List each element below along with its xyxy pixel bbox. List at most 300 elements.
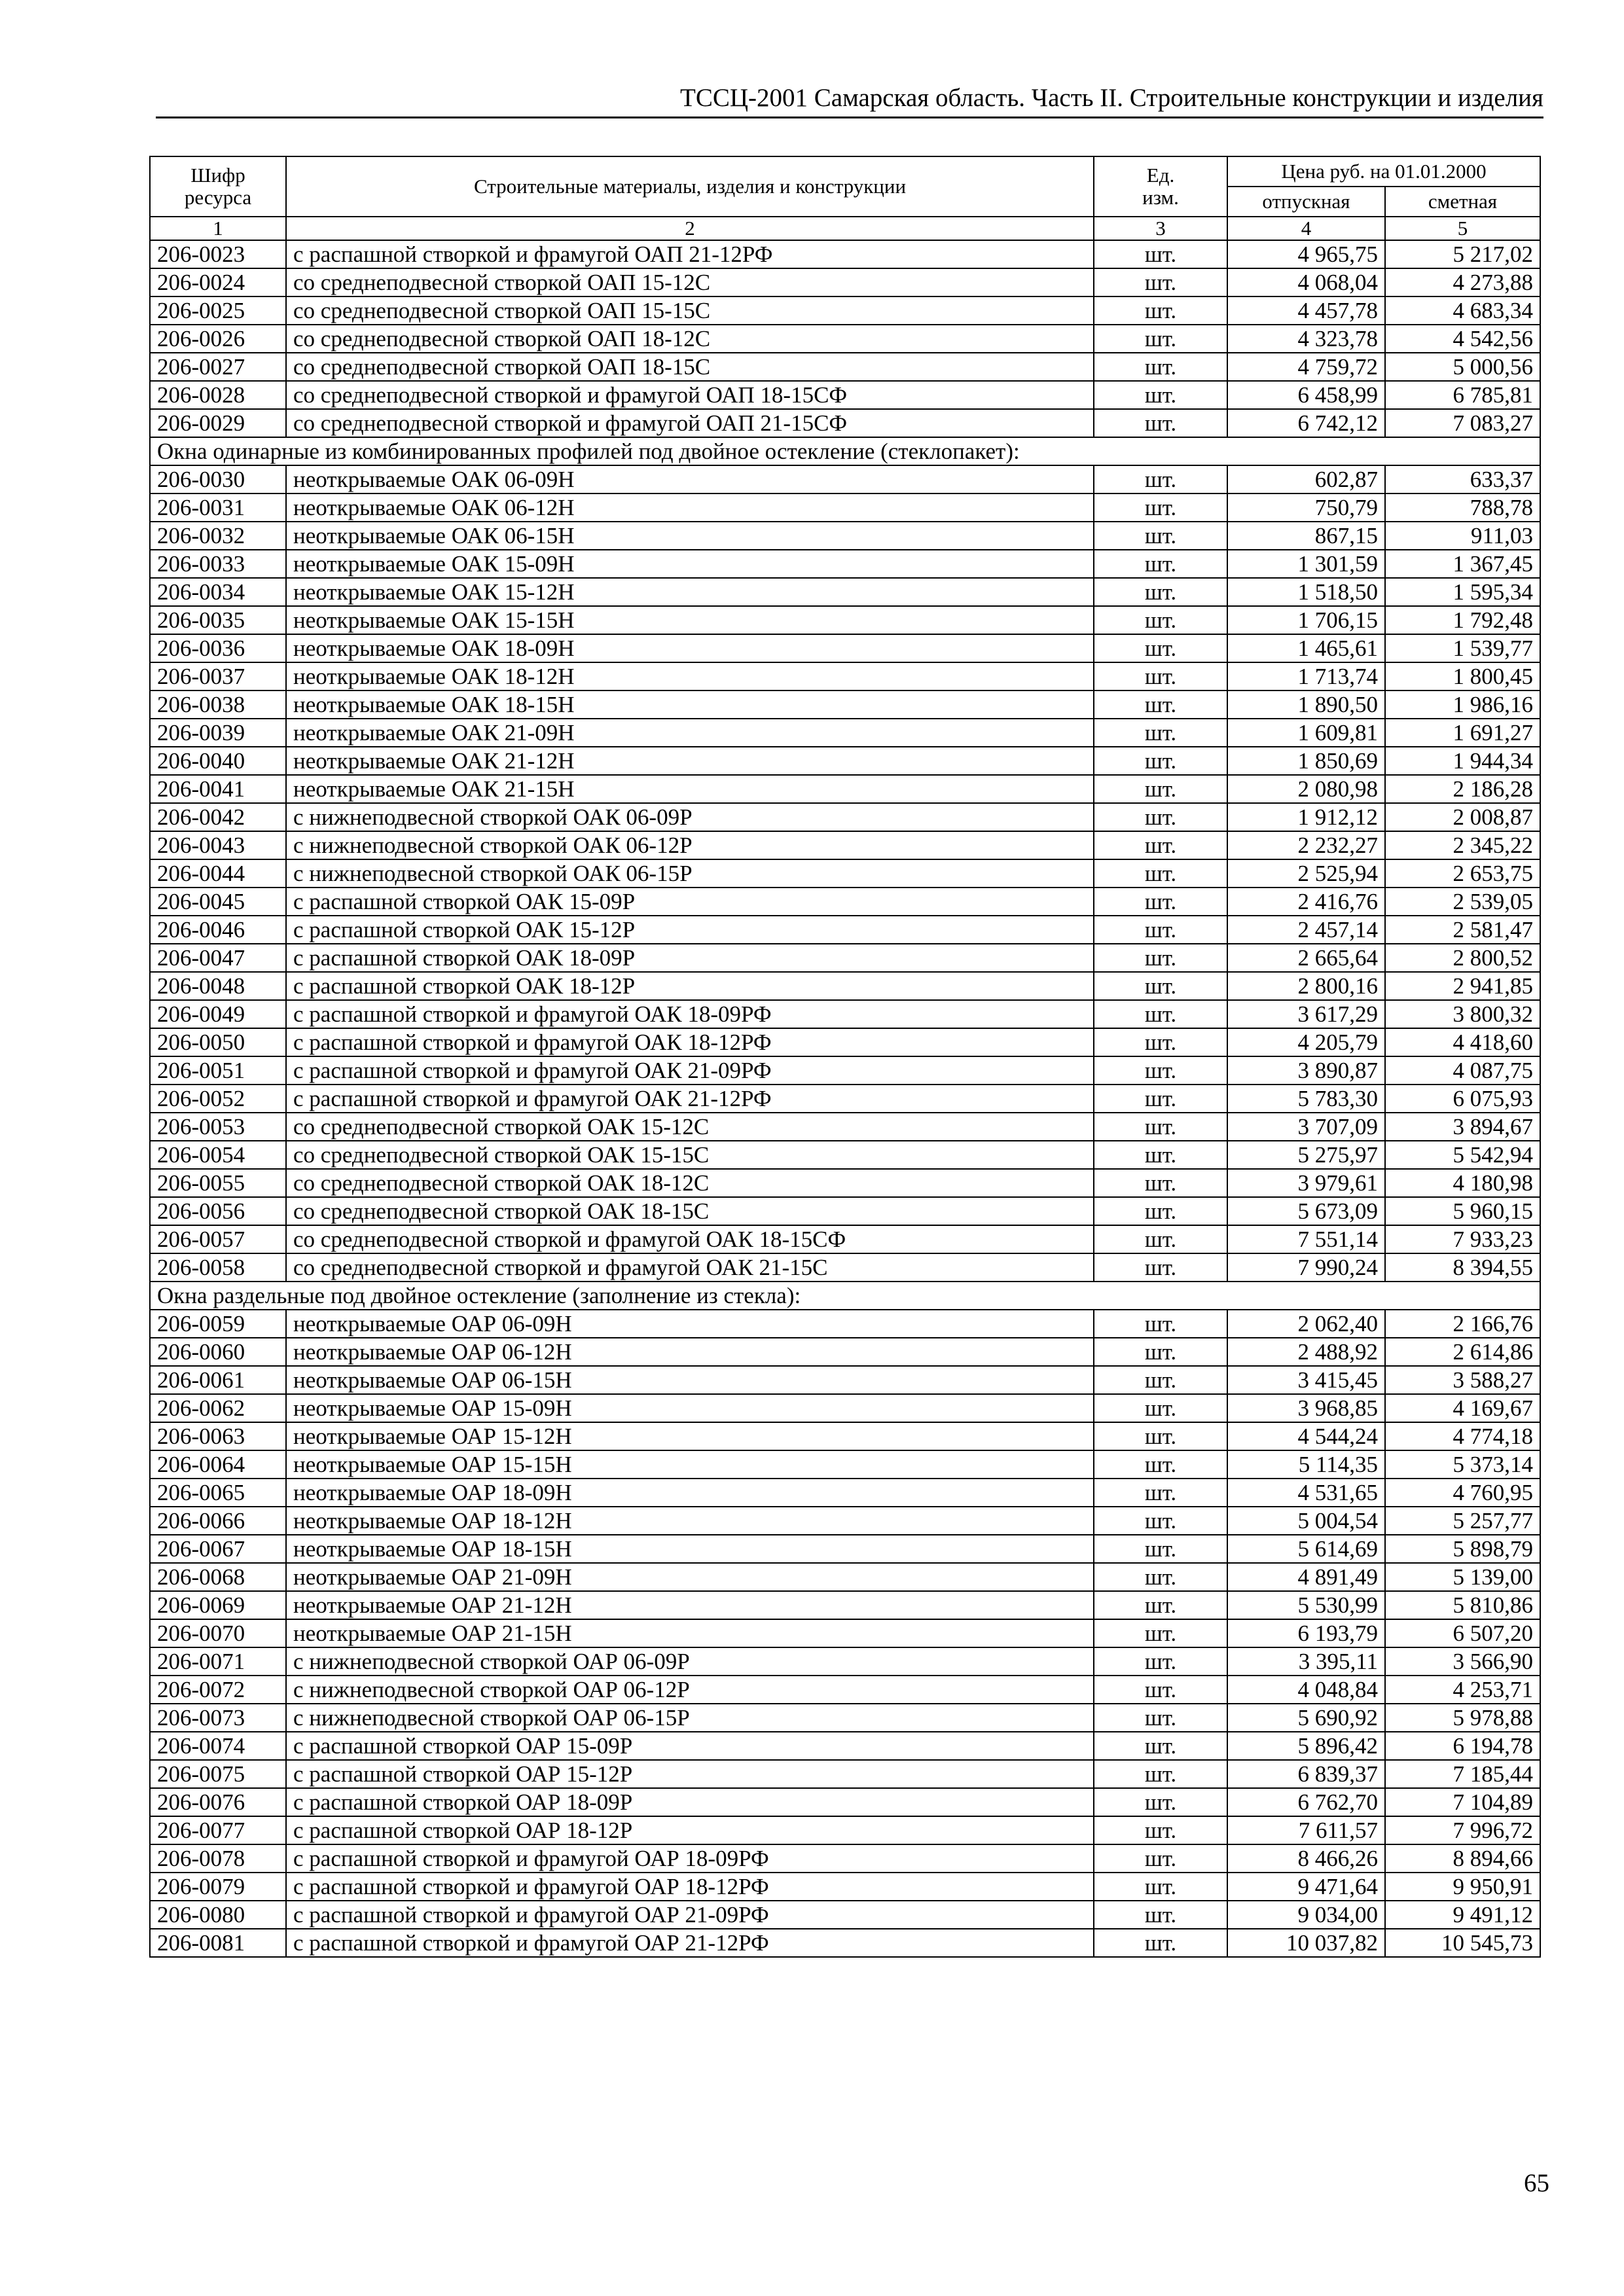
estimate-price-cell: 633,37: [1385, 465, 1540, 493]
table-row: [150, 1873, 1540, 1901]
release-price-cell: 5 530,99: [1227, 1591, 1385, 1619]
estimate-price-cell: 5 217,02: [1385, 240, 1540, 268]
resource-code-cell: 206-0033: [150, 550, 286, 578]
table-row: [150, 634, 1540, 662]
resource-code-cell: 206-0036: [150, 634, 286, 662]
resource-code-cell: 206-0069: [150, 1591, 286, 1619]
item-name-cell: неоткрываемые ОАК 18-12Н: [286, 662, 1094, 691]
item-name-cell: со среднеподвесной створкой и фрамугой ОАК 21-15С: [286, 1253, 1094, 1282]
estimate-price-cell: 6 194,78: [1385, 1732, 1540, 1760]
unit-cell: шт.: [1094, 550, 1227, 578]
unit-cell: шт.: [1094, 1000, 1227, 1028]
estimate-price-cell: 5 373,14: [1385, 1450, 1540, 1479]
item-name-cell: с распашной створкой ОАК 15-12Р: [286, 916, 1094, 944]
unit-cell: шт.: [1094, 1535, 1227, 1563]
unit-cell: шт.: [1094, 1394, 1227, 1422]
table-row: [150, 775, 1540, 803]
release-price-cell: 3 890,87: [1227, 1056, 1385, 1085]
resource-code-cell: 206-0071: [150, 1647, 286, 1676]
release-price-cell: 6 839,37: [1227, 1760, 1385, 1788]
unit-cell: шт.: [1094, 1253, 1227, 1282]
release-price-cell: 1 609,81: [1227, 719, 1385, 747]
item-name-cell: неоткрываемые ОАР 06-09Н: [286, 1310, 1094, 1338]
table-row: [150, 1056, 1540, 1085]
table-row: [150, 831, 1540, 859]
resource-code-cell: 206-0051: [150, 1056, 286, 1085]
release-price-cell: 4 205,79: [1227, 1028, 1385, 1056]
release-price-cell: 3 617,29: [1227, 1000, 1385, 1028]
table-row: [150, 1113, 1540, 1141]
resource-code-cell: 206-0070: [150, 1619, 286, 1647]
unit-cell: шт.: [1094, 831, 1227, 859]
item-name-cell: со среднеподвесной створкой ОАК 15-15С: [286, 1141, 1094, 1169]
estimate-price-cell: 2 653,75: [1385, 859, 1540, 888]
estimate-price-cell: 1 539,77: [1385, 634, 1540, 662]
resource-code-cell: 206-0064: [150, 1450, 286, 1479]
resource-code-cell: 206-0049: [150, 1000, 286, 1028]
section-heading: Окна раздельные под двойное остекление (заполнение из стекла):: [150, 1282, 1540, 1310]
release-price-cell: 7 990,24: [1227, 1253, 1385, 1282]
item-name-cell: неоткрываемые ОАР 21-09Н: [286, 1563, 1094, 1591]
unit-cell: шт.: [1094, 662, 1227, 691]
release-price-cell: 1 518,50: [1227, 578, 1385, 606]
release-price-cell: 867,15: [1227, 522, 1385, 550]
resource-code-cell: 206-0075: [150, 1760, 286, 1788]
release-price-cell: 10 037,82: [1227, 1929, 1385, 1957]
item-name-cell: неоткрываемые ОАК 15-09Н: [286, 550, 1094, 578]
estimate-price-cell: 6 507,20: [1385, 1619, 1540, 1647]
table-row: [150, 1422, 1540, 1450]
unit-cell: шт.: [1094, 1929, 1227, 1957]
unit-cell: шт.: [1094, 409, 1227, 437]
resource-code-cell: 206-0061: [150, 1366, 286, 1394]
item-name-cell: с распашной створкой ОАК 18-09Р: [286, 944, 1094, 972]
item-name-cell: неоткрываемые ОАР 18-15Н: [286, 1535, 1094, 1563]
unit-cell: шт.: [1094, 1647, 1227, 1676]
release-price-cell: 4 048,84: [1227, 1676, 1385, 1704]
resource-code-cell: 206-0044: [150, 859, 286, 888]
item-name-cell: неоткрываемые ОАР 15-12Н: [286, 1422, 1094, 1450]
estimate-price-cell: 2 166,76: [1385, 1310, 1540, 1338]
resource-code-cell: 206-0039: [150, 719, 286, 747]
item-name-cell: неоткрываемые ОАР 21-15Н: [286, 1619, 1094, 1647]
release-price-cell: 1 713,74: [1227, 662, 1385, 691]
resource-code-cell: 206-0068: [150, 1563, 286, 1591]
table-body: [150, 240, 1540, 1957]
resource-code-cell: 206-0031: [150, 493, 286, 522]
resource-code-cell: 206-0077: [150, 1816, 286, 1844]
estimate-price-cell: 2 800,52: [1385, 944, 1540, 972]
resource-code-cell: 206-0054: [150, 1141, 286, 1169]
unit-cell: шт.: [1094, 1844, 1227, 1873]
unit-cell: шт.: [1094, 353, 1227, 381]
unit-cell: шт.: [1094, 1225, 1227, 1253]
unit-cell: шт.: [1094, 1873, 1227, 1901]
resource-code-cell: 206-0034: [150, 578, 286, 606]
estimate-price-cell: 788,78: [1385, 493, 1540, 522]
estimate-price-cell: 5 139,00: [1385, 1563, 1540, 1591]
table-row: [150, 268, 1540, 296]
release-price-cell: 750,79: [1227, 493, 1385, 522]
release-price-cell: 6 762,70: [1227, 1788, 1385, 1816]
resource-code-cell: 206-0066: [150, 1507, 286, 1535]
header-code: [150, 156, 286, 217]
resource-code-cell: 206-0037: [150, 662, 286, 691]
unit-cell: шт.: [1094, 465, 1227, 493]
estimate-price-cell: 4 180,98: [1385, 1169, 1540, 1197]
item-name-cell: неоткрываемые ОАК 06-12Н: [286, 493, 1094, 522]
item-name-cell: неоткрываемые ОАК 15-12Н: [286, 578, 1094, 606]
table-row: [150, 1704, 1540, 1732]
table-row: [150, 1225, 1540, 1253]
item-name-cell: с распашной створкой и фрамугой ОАК 18-09РФ: [286, 1000, 1094, 1028]
release-price-cell: 1 301,59: [1227, 550, 1385, 578]
column-number: 4: [1227, 217, 1385, 240]
release-price-cell: 4 544,24: [1227, 1422, 1385, 1450]
item-name-cell: неоткрываемые ОАК 15-15Н: [286, 606, 1094, 634]
release-price-cell: 6 742,12: [1227, 409, 1385, 437]
release-price-cell: 3 968,85: [1227, 1394, 1385, 1422]
price-table: [149, 156, 1541, 1958]
release-price-cell: 5 004,54: [1227, 1507, 1385, 1535]
table-row: [150, 803, 1540, 831]
table-row: [150, 1507, 1540, 1535]
release-price-cell: 5 690,92: [1227, 1704, 1385, 1732]
unit-cell: шт.: [1094, 1338, 1227, 1366]
estimate-price-cell: 1 792,48: [1385, 606, 1540, 634]
estimate-price-cell: 5 898,79: [1385, 1535, 1540, 1563]
unit-cell: шт.: [1094, 1901, 1227, 1929]
resource-code-cell: 206-0073: [150, 1704, 286, 1732]
unit-cell: шт.: [1094, 1056, 1227, 1085]
table-row: [150, 325, 1540, 353]
release-price-cell: 2 800,16: [1227, 972, 1385, 1000]
resource-code-cell: 206-0023: [150, 240, 286, 268]
item-name-cell: со среднеподвесной створкой ОАП 18-12С: [286, 325, 1094, 353]
item-name-cell: неоткрываемые ОАР 06-15Н: [286, 1366, 1094, 1394]
estimate-price-cell: 4 169,67: [1385, 1394, 1540, 1422]
release-price-cell: 2 416,76: [1227, 888, 1385, 916]
column-number: 3: [1094, 217, 1227, 240]
estimate-price-cell: 4 683,34: [1385, 296, 1540, 325]
item-name-cell: с нижнеподвесной створкой ОАК 06-15Р: [286, 859, 1094, 888]
release-price-cell: 5 114,35: [1227, 1450, 1385, 1479]
unit-cell: шт.: [1094, 1704, 1227, 1732]
estimate-price-cell: 4 774,18: [1385, 1422, 1540, 1450]
table-row: [150, 353, 1540, 381]
estimate-price-cell: 2 941,85: [1385, 972, 1540, 1000]
estimate-price-cell: 8 894,66: [1385, 1844, 1540, 1873]
resource-code-cell: 206-0078: [150, 1844, 286, 1873]
release-price-cell: 5 896,42: [1227, 1732, 1385, 1760]
item-name-cell: с нижнеподвесной створкой ОАР 06-12Р: [286, 1676, 1094, 1704]
item-name-cell: неоткрываемые ОАК 18-15Н: [286, 691, 1094, 719]
unit-cell: шт.: [1094, 1563, 1227, 1591]
release-price-cell: 4 457,78: [1227, 296, 1385, 325]
item-name-cell: неоткрываемые ОАК 21-09Н: [286, 719, 1094, 747]
unit-cell: шт.: [1094, 1197, 1227, 1225]
unit-cell: шт.: [1094, 1591, 1227, 1619]
resource-code-cell: 206-0072: [150, 1676, 286, 1704]
column-number-row: [150, 217, 1540, 240]
unit-cell: шт.: [1094, 1788, 1227, 1816]
section-heading-row: [150, 1282, 1540, 1310]
unit-cell: шт.: [1094, 944, 1227, 972]
estimate-price-cell: 4 087,75: [1385, 1056, 1540, 1085]
resource-code-cell: 206-0067: [150, 1535, 286, 1563]
unit-cell: шт.: [1094, 381, 1227, 409]
estimate-price-cell: 2 614,86: [1385, 1338, 1540, 1366]
item-name-cell: с распашной створкой ОАК 18-12Р: [286, 972, 1094, 1000]
resource-code-cell: 206-0040: [150, 747, 286, 775]
resource-code-cell: 206-0058: [150, 1253, 286, 1282]
estimate-price-cell: 911,03: [1385, 522, 1540, 550]
estimate-price-cell: 1 595,34: [1385, 578, 1540, 606]
item-name-cell: с нижнеподвесной створкой ОАК 06-12Р: [286, 831, 1094, 859]
resource-code-cell: 206-0025: [150, 296, 286, 325]
release-price-cell: 6 458,99: [1227, 381, 1385, 409]
unit-cell: шт.: [1094, 972, 1227, 1000]
table-row: [150, 972, 1540, 1000]
unit-cell: шт.: [1094, 1085, 1227, 1113]
release-price-cell: 2 080,98: [1227, 775, 1385, 803]
release-price-cell: 7 611,57: [1227, 1816, 1385, 1844]
item-name-cell: со среднеподвесной створкой ОАК 18-15С: [286, 1197, 1094, 1225]
unit-cell: шт.: [1094, 578, 1227, 606]
resource-code-cell: 206-0060: [150, 1338, 286, 1366]
estimate-price-cell: 5 978,88: [1385, 1704, 1540, 1732]
item-name-cell: неоткрываемые ОАК 21-15Н: [286, 775, 1094, 803]
resource-code-cell: 206-0030: [150, 465, 286, 493]
resource-code-cell: 206-0056: [150, 1197, 286, 1225]
item-name-cell: со среднеподвесной створкой и фрамугой ОАП 21-15СФ: [286, 409, 1094, 437]
table-row: [150, 1535, 1540, 1563]
resource-code-cell: 206-0026: [150, 325, 286, 353]
resource-code-cell: 206-0050: [150, 1028, 286, 1056]
estimate-price-cell: 2 008,87: [1385, 803, 1540, 831]
item-name-cell: с распашной створкой ОАР 18-12Р: [286, 1816, 1094, 1844]
estimate-price-cell: 9 950,91: [1385, 1873, 1540, 1901]
release-price-cell: 3 979,61: [1227, 1169, 1385, 1197]
estimate-price-cell: 5 000,56: [1385, 353, 1540, 381]
item-name-cell: неоткрываемые ОАК 06-09Н: [286, 465, 1094, 493]
unit-cell: шт.: [1094, 268, 1227, 296]
table-row: [150, 465, 1540, 493]
estimate-price-cell: 8 394,55: [1385, 1253, 1540, 1282]
resource-code-cell: 206-0043: [150, 831, 286, 859]
unit-cell: шт.: [1094, 634, 1227, 662]
release-price-cell: 3 707,09: [1227, 1113, 1385, 1141]
unit-cell: шт.: [1094, 803, 1227, 831]
resource-code-cell: 206-0079: [150, 1873, 286, 1901]
section-heading-row: [150, 437, 1540, 465]
table-row: [150, 1028, 1540, 1056]
resource-code-cell: 206-0029: [150, 409, 286, 437]
header-price-group: Цена руб. на 01.01.2000: [1227, 156, 1540, 187]
unit-cell: шт.: [1094, 1169, 1227, 1197]
release-price-cell: 2 525,94: [1227, 859, 1385, 888]
estimate-price-cell: 2 345,22: [1385, 831, 1540, 859]
release-price-cell: 4 531,65: [1227, 1479, 1385, 1507]
estimate-price-cell: 3 800,32: [1385, 1000, 1540, 1028]
table-row: [150, 296, 1540, 325]
unit-cell: шт.: [1094, 1422, 1227, 1450]
unit-cell: шт.: [1094, 888, 1227, 916]
table-row: [150, 691, 1540, 719]
estimate-price-cell: 4 253,71: [1385, 1676, 1540, 1704]
column-number: 2: [286, 217, 1094, 240]
estimate-price-cell: 7 996,72: [1385, 1816, 1540, 1844]
release-price-cell: 602,87: [1227, 465, 1385, 493]
unit-cell: шт.: [1094, 1676, 1227, 1704]
estimate-price-cell: 5 960,15: [1385, 1197, 1540, 1225]
item-name-cell: неоткрываемые ОАР 21-12Н: [286, 1591, 1094, 1619]
item-name-cell: со среднеподвесной створкой и фрамугой ОАК 18-15СФ: [286, 1225, 1094, 1253]
table-row: [150, 944, 1540, 972]
estimate-price-cell: 10 545,73: [1385, 1929, 1540, 1957]
header-code-label: Шифр ресурса: [184, 164, 252, 209]
item-name-cell: с распашной створкой и фрамугой ОАП 21-12РФ: [286, 240, 1094, 268]
item-name-cell: с распашной створкой и фрамугой ОАК 18-12РФ: [286, 1028, 1094, 1056]
item-name-cell: с распашной створкой ОАР 18-09Р: [286, 1788, 1094, 1816]
unit-cell: шт.: [1094, 1028, 1227, 1056]
table-row: [150, 1816, 1540, 1844]
item-name-cell: с распашной створкой и фрамугой ОАР 21-09РФ: [286, 1901, 1094, 1929]
estimate-price-cell: 5 257,77: [1385, 1507, 1540, 1535]
item-name-cell: со среднеподвесной створкой и фрамугой ОАП 18-15СФ: [286, 381, 1094, 409]
table-row: [150, 1676, 1540, 1704]
estimate-price-cell: 3 588,27: [1385, 1366, 1540, 1394]
table-row: [150, 1479, 1540, 1507]
estimate-price-cell: 7 185,44: [1385, 1760, 1540, 1788]
unit-cell: шт.: [1094, 296, 1227, 325]
section-heading: Окна одинарные из комбинированных профилей под двойное остекление (стеклопакет):: [150, 437, 1540, 465]
item-name-cell: со среднеподвесной створкой ОАП 15-12С: [286, 268, 1094, 296]
table-row: [150, 1844, 1540, 1873]
table-row: [150, 1197, 1540, 1225]
table-row: [150, 1338, 1540, 1366]
unit-cell: шт.: [1094, 691, 1227, 719]
estimate-price-cell: 4 760,95: [1385, 1479, 1540, 1507]
table-row: [150, 493, 1540, 522]
table-row: [150, 1450, 1540, 1479]
page-number: 65: [1524, 2169, 1549, 2197]
resource-code-cell: 206-0062: [150, 1394, 286, 1422]
resource-code-cell: 206-0048: [150, 972, 286, 1000]
estimate-price-cell: 9 491,12: [1385, 1901, 1540, 1929]
estimate-price-cell: 1 944,34: [1385, 747, 1540, 775]
header-release-price: отпускная: [1227, 187, 1385, 217]
unit-cell: шт.: [1094, 1450, 1227, 1479]
release-price-cell: 1 706,15: [1227, 606, 1385, 634]
table-row: [150, 1563, 1540, 1591]
resource-code-cell: 206-0024: [150, 268, 286, 296]
table-row: [150, 1760, 1540, 1788]
table-row: [150, 578, 1540, 606]
item-name-cell: неоткрываемые ОАР 15-15Н: [286, 1450, 1094, 1479]
unit-cell: шт.: [1094, 1619, 1227, 1647]
table-row: [150, 550, 1540, 578]
release-price-cell: 4 323,78: [1227, 325, 1385, 353]
table-row: [150, 1310, 1540, 1338]
release-price-cell: 4 891,49: [1227, 1563, 1385, 1591]
table-row: [150, 719, 1540, 747]
item-name-cell: неоткрываемые ОАР 06-12Н: [286, 1338, 1094, 1366]
item-name-cell: неоткрываемые ОАК 06-15Н: [286, 522, 1094, 550]
item-name-cell: с распашной створкой ОАК 15-09Р: [286, 888, 1094, 916]
table-row: [150, 1253, 1540, 1282]
header-divider: [156, 117, 1543, 118]
resource-code-cell: 206-0059: [150, 1310, 286, 1338]
resource-code-cell: 206-0035: [150, 606, 286, 634]
resource-code-cell: 206-0046: [150, 916, 286, 944]
item-name-cell: с распашной створкой и фрамугой ОАР 18-12РФ: [286, 1873, 1094, 1901]
release-price-cell: 4 759,72: [1227, 353, 1385, 381]
table-row: [150, 1929, 1540, 1957]
header-name: Строительные материалы, изделия и конструкции: [286, 156, 1094, 217]
unit-cell: шт.: [1094, 1816, 1227, 1844]
release-price-cell: 1 890,50: [1227, 691, 1385, 719]
unit-cell: шт.: [1094, 606, 1227, 634]
release-price-cell: 2 665,64: [1227, 944, 1385, 972]
item-name-cell: неоткрываемые ОАР 18-12Н: [286, 1507, 1094, 1535]
estimate-price-cell: 3 894,67: [1385, 1113, 1540, 1141]
estimate-price-cell: 2 581,47: [1385, 916, 1540, 944]
unit-cell: шт.: [1094, 1732, 1227, 1760]
item-name-cell: с нижнеподвесной створкой ОАР 06-15Р: [286, 1704, 1094, 1732]
table-row: [150, 888, 1540, 916]
item-name-cell: с нижнеподвесной створкой ОАК 06-09Р: [286, 803, 1094, 831]
table-row: [150, 662, 1540, 691]
estimate-price-cell: 4 418,60: [1385, 1028, 1540, 1056]
release-price-cell: 2 457,14: [1227, 916, 1385, 944]
release-price-cell: 5 783,30: [1227, 1085, 1385, 1113]
table-row: [150, 381, 1540, 409]
estimate-price-cell: 5 810,86: [1385, 1591, 1540, 1619]
item-name-cell: неоткрываемые ОАР 18-09Н: [286, 1479, 1094, 1507]
item-name-cell: неоткрываемые ОАР 15-09Н: [286, 1394, 1094, 1422]
resource-code-cell: 206-0038: [150, 691, 286, 719]
release-price-cell: 7 551,14: [1227, 1225, 1385, 1253]
release-price-cell: 1 465,61: [1227, 634, 1385, 662]
page-header-title: ТССЦ-2001 Самарская область. Часть II. Строительные конструкции и изделия: [680, 84, 1543, 112]
release-price-cell: 1 912,12: [1227, 803, 1385, 831]
table-row: [150, 1394, 1540, 1422]
table-row: [150, 1085, 1540, 1113]
unit-cell: шт.: [1094, 325, 1227, 353]
header-unit-label: Ед. изм.: [1142, 164, 1179, 209]
release-price-cell: 8 466,26: [1227, 1844, 1385, 1873]
resource-code-cell: 206-0032: [150, 522, 286, 550]
item-name-cell: со среднеподвесной створкой ОАП 18-15С: [286, 353, 1094, 381]
resource-code-cell: 206-0042: [150, 803, 286, 831]
unit-cell: шт.: [1094, 775, 1227, 803]
release-price-cell: 2 232,27: [1227, 831, 1385, 859]
table-row: [150, 1788, 1540, 1816]
item-name-cell: неоткрываемые ОАК 18-09Н: [286, 634, 1094, 662]
estimate-price-cell: 2 186,28: [1385, 775, 1540, 803]
resource-code-cell: 206-0052: [150, 1085, 286, 1113]
estimate-price-cell: 6 785,81: [1385, 381, 1540, 409]
table-row: [150, 859, 1540, 888]
resource-code-cell: 206-0041: [150, 775, 286, 803]
estimate-price-cell: 5 542,94: [1385, 1141, 1540, 1169]
resource-code-cell: 206-0076: [150, 1788, 286, 1816]
table-row: [150, 1000, 1540, 1028]
unit-cell: шт.: [1094, 522, 1227, 550]
unit-cell: шт.: [1094, 719, 1227, 747]
resource-code-cell: 206-0081: [150, 1929, 286, 1957]
